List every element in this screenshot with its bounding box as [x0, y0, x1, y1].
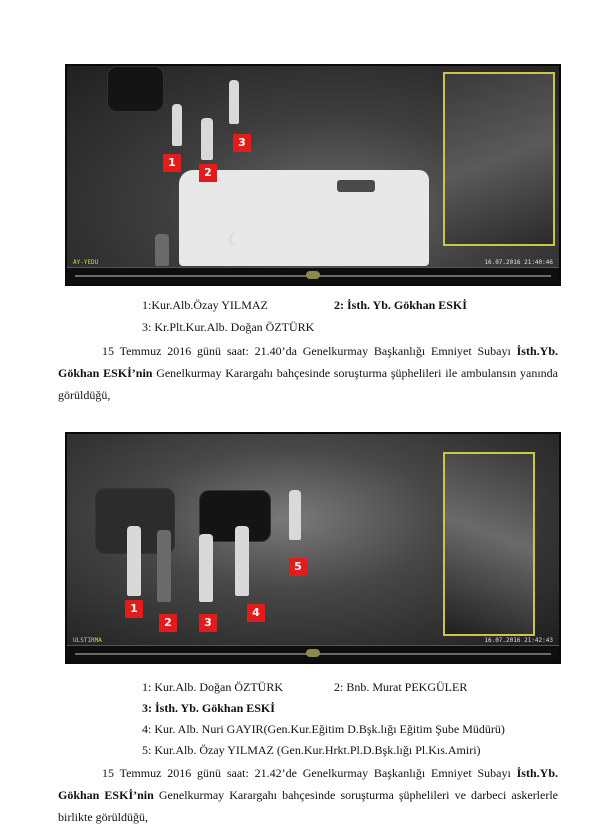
- caption-2-item-4: 4: Kur. Alb. Nuri GAYIR(Gen.Kur.Eğitim D.Bşk.lığı Eğitim Şube Müdürü): [142, 722, 505, 736]
- camera-timestamp: 16.07.2016 21:40:46: [484, 259, 553, 266]
- caption-2-item-1: 1: Kur.Alb. Doğan ÖZTÜRK: [142, 680, 283, 694]
- person-figure: [289, 490, 301, 540]
- person-marker-2: 2: [199, 164, 217, 182]
- inset-camera-view: [443, 452, 535, 636]
- paragraph-1-name: İsth.Yb. Gökhan ESKİ’nin: [58, 344, 558, 380]
- camera-label: AY-YEDU: [73, 259, 99, 266]
- ambulance-window: [337, 180, 375, 192]
- paragraph-2-part-2: Genelkurmay Karargahı bahçesinde soruşturma şüphelileri ve darbeci askerlerle birlikte görüldüğü,: [58, 788, 559, 824]
- crescent-emblem-icon: ☾: [227, 230, 242, 249]
- person-marker-1: 1: [125, 600, 143, 618]
- person-marker-4: 4: [247, 604, 265, 622]
- person-figure: [201, 118, 213, 160]
- paragraph-1: [58, 340, 558, 406]
- person-figure: [155, 234, 169, 266]
- playback-knob: [306, 649, 320, 657]
- caption-2-item-5: 5: Kur.Alb. Özay YILMAZ (Gen.Kur.Hrkt.Pl.D.Bşk.lığı Pl.Kıs.Amiri): [142, 743, 481, 757]
- ambulance: [179, 170, 429, 266]
- caption-1-item-3: 3: Kr.Plt.Kur.Alb. Doğan ÖZTÜRK: [142, 320, 315, 334]
- person-figure: [229, 80, 239, 124]
- cctv-scene-2: [67, 434, 559, 646]
- camera-label: ULSTIRMA: [73, 637, 102, 644]
- playback-bar: [67, 267, 559, 284]
- playback-bar: [67, 645, 559, 662]
- inset-camera-view: [443, 72, 555, 246]
- person-marker-3: 3: [233, 134, 251, 152]
- paragraph-2-part-1: 15 Temmuz 2016 günü saat: 21.42’de Genelkurmay Başkanlığı Emniyet Subayı: [102, 766, 517, 780]
- person-figure: [172, 104, 182, 146]
- paragraph-2-name: İsth.Yb. Gökhan ESKİ’nin: [58, 766, 558, 802]
- person-marker-1: 1: [163, 154, 181, 172]
- cctv-frame-1: [65, 64, 561, 286]
- person-figure: [127, 526, 141, 596]
- cctv-frame-2: [65, 432, 561, 664]
- person-marker-3: 3: [199, 614, 217, 632]
- caption-1-item-1: 1:Kur.Alb.Özay YILMAZ: [142, 298, 268, 312]
- person-figure: [157, 530, 171, 602]
- playback-knob: [306, 271, 320, 279]
- paragraph-1-part-1: 15 Temmuz 2016 günü saat: 21.40’da Genelkurmay Başkanlığı Emniyet Subayı: [102, 344, 517, 358]
- camera-timestamp: 16.07.2016 21:42:43: [484, 637, 553, 644]
- paragraph-1-part-2: Genelkurmay Karargahı bahçesinde soruşturma şüphelileri ile ambulansın yanında görüldüğü,: [58, 366, 558, 402]
- person-figure: [235, 526, 249, 596]
- person-figure: [199, 534, 213, 602]
- person-marker-5: 5: [289, 558, 307, 576]
- caption-1-item-2: 2: İsth. Yb. Gökhan ESKİ: [334, 298, 467, 312]
- person-marker-2: 2: [159, 614, 177, 632]
- caption-2-item-2: 2: Bnb. Murat PEKGÜLER: [334, 680, 468, 694]
- caption-2-item-3: 3: İsth. Yb. Gökhan ESKİ: [142, 701, 275, 715]
- parked-car: [107, 66, 164, 112]
- paragraph-2: [58, 762, 558, 828]
- cctv-scene-1: [67, 66, 559, 268]
